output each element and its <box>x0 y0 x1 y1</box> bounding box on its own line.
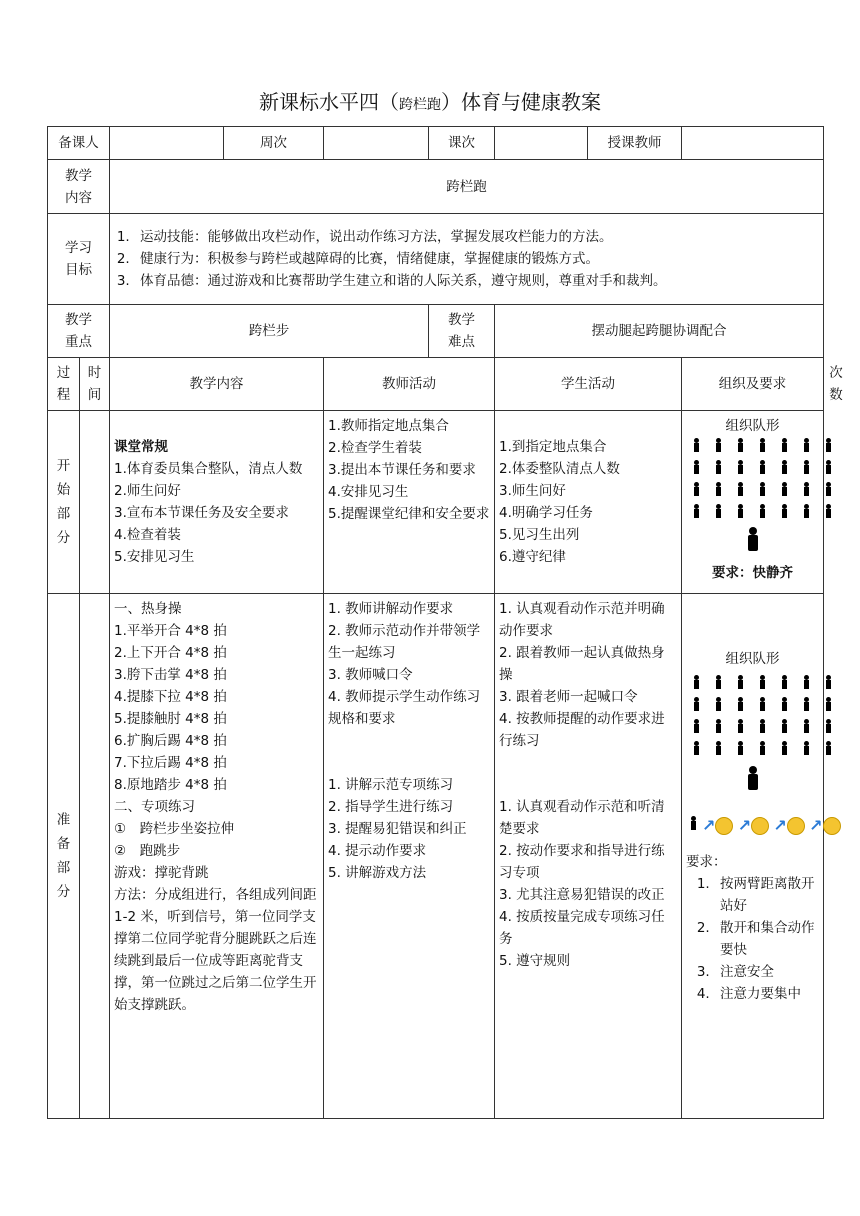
student-figure <box>691 438 703 452</box>
start-student-item: 4.明确学习任务 <box>499 505 593 521</box>
prep-label: 准备部分 <box>48 594 80 1119</box>
student-figure <box>713 675 725 689</box>
student-figure <box>801 675 813 689</box>
goals-row <box>48 214 824 305</box>
student-figure <box>713 460 725 474</box>
start-teacher-item: 4.安排见习生 <box>328 484 409 500</box>
start-time <box>80 411 110 594</box>
prep-content-item: 游戏：撑驼背跳 <box>114 865 209 881</box>
student-figure <box>779 719 791 733</box>
prep-requirement-item: 2. 散开和集合动作要快 <box>714 917 819 961</box>
start-teacher-item: 5.提醒课堂纪律和安全要求 <box>328 506 490 522</box>
student-figure <box>735 504 747 518</box>
student-figure <box>801 719 813 733</box>
start-content-item: 1.体育委员集合整队，清点人数 <box>114 461 303 477</box>
student-figure <box>801 504 813 518</box>
student-figure <box>779 697 791 711</box>
page-title: 新课标水平四（跨栏跑）体育与健康教案 <box>259 90 601 114</box>
start-content <box>110 411 324 594</box>
start-heading: 课堂常规 <box>114 439 168 455</box>
prep-content-item: ② 跑跳步 <box>114 843 181 859</box>
lesson-label: 课次 <box>429 127 495 160</box>
student-figure <box>801 438 813 452</box>
prep-teacher-item: 1. 讲解示范专项练习 <box>328 777 454 793</box>
prep-teacher <box>324 594 495 1119</box>
key-label: 教学重点 <box>48 305 110 358</box>
prep-student-item: 1. 认真观看动作示范并明确动作要求 <box>499 601 665 639</box>
prep-student-item: 4. 按质按量完成专项练习任务 <box>499 909 665 947</box>
prep-student-item: 2. 跟着教师一起认真做热身操 <box>499 645 665 683</box>
student-figure <box>801 482 813 496</box>
preparer-value <box>110 127 224 160</box>
student-figure <box>691 504 703 518</box>
student-figure <box>713 504 725 518</box>
student-figure <box>735 719 747 733</box>
student-figure <box>713 697 725 711</box>
start-teacher-item: 1.教师指定地点集合 <box>328 418 449 434</box>
student-figure <box>779 675 791 689</box>
teacher-figure <box>686 766 819 797</box>
prep-content-item: ① 跨栏步坐姿拉伸 <box>114 821 235 837</box>
goal-item: 2. 健康行为：积极参与跨栏或越障碍的比赛，情绪健康，掌握健康的锻炼方式。 <box>134 248 819 270</box>
arrow-icon: ↗ <box>773 816 787 835</box>
student-figure <box>801 697 813 711</box>
prep-content-item: 2.上下开合 4*8 拍 <box>114 645 227 661</box>
goals-list <box>110 214 824 305</box>
student-figure <box>757 741 769 755</box>
header-row <box>48 127 824 160</box>
student-figure <box>691 460 703 474</box>
student-figure <box>757 719 769 733</box>
start-teacher-item: 3.提出本节课任务和要求 <box>328 462 476 478</box>
col-content: 教学内容 <box>110 358 324 411</box>
prep-student-item: 3. 尤其注意易犯错误的改正 <box>499 887 665 903</box>
student-figure <box>691 697 703 711</box>
student-figure <box>713 719 725 733</box>
start-teacher <box>324 411 495 594</box>
teacher-label: 授课教师 <box>588 127 682 160</box>
prep-content-item: 3.胯下击掌 4*8 拍 <box>114 667 227 683</box>
col-process: 过程 <box>48 358 80 411</box>
student-figure <box>757 482 769 496</box>
column-header-row: 过程 时间 教学内容 教师活动 学生活动 组织及要求 次数 <box>48 358 824 411</box>
teacher-figure <box>686 527 819 558</box>
student-figure <box>779 504 791 518</box>
focus-row <box>48 305 824 358</box>
prep-content-item: 4.提膝下拉 4*8 拍 <box>114 689 227 705</box>
student-figure <box>779 438 791 452</box>
prep-requirement-item: 4. 注意力要集中 <box>714 983 819 1005</box>
prep-content <box>110 594 324 1119</box>
smiley-icon <box>715 817 733 835</box>
start-label: 开始部分 <box>48 411 80 594</box>
prep-student-item: 4. 按教师提醒的动作要求进行练习 <box>499 711 665 749</box>
prep-teacher-item: 2. 指导学生进行练习 <box>328 799 454 815</box>
student-figure <box>757 460 769 474</box>
prep-student-item: 5. 遵守规则 <box>499 953 571 969</box>
student-figure <box>823 438 835 452</box>
prep-content-item: 一、热身操 <box>114 601 182 617</box>
student-figure <box>735 675 747 689</box>
formation-diagram <box>686 437 819 525</box>
week-value <box>324 127 429 160</box>
goal-item: 1. 运动技能：能够做出攻栏动作，说出动作练习方法，掌握发展攻栏能力的方法。 <box>134 226 819 248</box>
student-figure <box>779 741 791 755</box>
prep-requirement-label: 要求： <box>686 854 727 870</box>
smiley-icon <box>823 817 841 835</box>
start-student-item: 6.遵守纪律 <box>499 549 566 565</box>
start-section-row <box>48 411 824 594</box>
col-student: 学生活动 <box>495 358 682 411</box>
teacher-value <box>682 127 824 160</box>
student-figure <box>823 741 835 755</box>
col-organization: 组织及要求 <box>682 358 824 411</box>
warmup-diagram <box>686 815 823 837</box>
prep-student <box>495 594 682 1119</box>
prep-teacher-item: 5. 讲解游戏方法 <box>328 865 427 881</box>
start-requirement: 要求：快静齐 <box>712 565 793 581</box>
prep-content-item: 8.原地踏步 4*8 拍 <box>114 777 227 793</box>
prep-content-item: 5.提膝触肘 4*8 拍 <box>114 711 227 727</box>
formation-title: 组织队形 <box>725 418 780 434</box>
student-figure <box>757 504 769 518</box>
student-figure <box>823 719 835 733</box>
arrow-icon: ↗ <box>702 816 716 835</box>
student-figure <box>735 482 747 496</box>
start-student-item: 5.见习生出列 <box>499 527 580 543</box>
prep-student-item: 3. 跟着老师一起喊口令 <box>499 689 638 705</box>
prep-teacher-item: 1. 教师讲解动作要求 <box>328 601 454 617</box>
start-content-item: 3.宣布本节课任务及安全要求 <box>114 505 289 521</box>
prep-teacher-item: 3. 教师喊口令 <box>328 667 413 683</box>
student-figure <box>801 460 813 474</box>
student-figure <box>735 438 747 452</box>
student-figure <box>691 482 703 496</box>
arrow-icon: ↗ <box>737 816 752 835</box>
difficulty-label: 教学难点 <box>429 305 495 358</box>
week-label: 周次 <box>224 127 324 160</box>
prep-content-item: 1.平举开合 4*8 拍 <box>114 623 227 639</box>
prep-content-item: 6.扩胸后踢 4*8 拍 <box>114 733 227 749</box>
student-figure <box>779 482 791 496</box>
smiley-icon <box>751 817 769 835</box>
student-figure <box>735 697 747 711</box>
prep-content-item: 方法：分成组进行，各组成列间距 1-2 米，听到信号，第一位同学支撑第二位同学驼背分腿跳跃之后连续跳到最后一位成等距离驼背支撑，第一位跳过之后第二位学生开始支撑跳跃。 <box>114 887 317 1013</box>
col-teacher: 教师活动 <box>324 358 495 411</box>
col-time: 时间 <box>80 358 110 411</box>
student-figure <box>735 741 747 755</box>
student-figure <box>757 675 769 689</box>
smiley-icon <box>787 817 805 835</box>
prep-teacher-item: 2. 教师示范动作并带领学生一起练习 <box>328 623 481 661</box>
prep-requirement-item: 1. 按两臂距离散开站好 <box>714 873 819 917</box>
prep-student-item: 1. 认真观看动作示范和听清楚要求 <box>499 799 665 837</box>
key-point: 跨栏步 <box>110 305 429 358</box>
start-content-item: 5.安排见习生 <box>114 549 195 565</box>
student-figure <box>823 504 835 518</box>
prep-student-item: 2. 按动作要求和指导进行练习专项 <box>499 843 665 881</box>
content-label: 教学内容 <box>48 160 110 214</box>
student-figure <box>691 719 703 733</box>
prep-teacher-item: 3. 提醒易犯错误和纠正 <box>328 821 467 837</box>
prep-teacher-item: 4. 提示动作要求 <box>328 843 427 859</box>
start-content-item: 4.检查着装 <box>114 527 181 543</box>
student-figure <box>757 697 769 711</box>
start-student-item: 3.师生问好 <box>499 483 566 499</box>
start-teacher-item: 2.检查学生着装 <box>328 440 422 456</box>
content-row <box>48 160 824 214</box>
start-content-item: 2.师生问好 <box>114 483 181 499</box>
goal-item: 3. 体育品德：通过游戏和比赛帮助学生建立和谐的人际关系，遵守规则，尊重对手和裁判。 <box>134 270 819 292</box>
student-figure <box>757 438 769 452</box>
lesson-plan-table <box>47 126 843 1119</box>
goals-label: 学习目标 <box>48 214 110 305</box>
start-student-item: 2.体委整队清点人数 <box>499 461 620 477</box>
arrow-icon: ↗ <box>809 816 823 835</box>
student-figure <box>823 675 835 689</box>
student-figure <box>713 438 725 452</box>
student-figure <box>735 460 747 474</box>
start-student <box>495 411 682 594</box>
prep-requirement-item: 3. 注意安全 <box>714 961 819 983</box>
prep-teacher-item: 4. 教师提示学生动作练习规格和要求 <box>328 689 481 727</box>
prep-time <box>80 594 110 1119</box>
start-student-item: 1.到指定地点集合 <box>499 439 607 455</box>
student-figure <box>779 460 791 474</box>
student-figure <box>691 741 703 755</box>
student-figure <box>823 697 835 711</box>
student-figure <box>801 741 813 755</box>
student-figure <box>713 741 725 755</box>
prep-section-row <box>48 594 824 1119</box>
student-figure <box>691 675 703 689</box>
prep-content-item: 二、专项练习 <box>114 799 195 815</box>
student-figure <box>823 482 835 496</box>
lesson-value <box>495 127 588 160</box>
difficulty-point: 摆动腿起跨腿协调配合 <box>495 305 824 358</box>
content-value: 跨栏跑 <box>110 160 824 214</box>
formation-diagram <box>686 674 819 762</box>
student-figure <box>823 460 835 474</box>
student-figure <box>713 482 725 496</box>
preparer-label: 备课人 <box>48 127 110 160</box>
prep-organization <box>682 594 824 1119</box>
start-organization <box>682 411 824 594</box>
prep-content-item: 7.下拉后踢 4*8 拍 <box>114 755 227 771</box>
formation-title: 组织队形 <box>725 651 780 667</box>
